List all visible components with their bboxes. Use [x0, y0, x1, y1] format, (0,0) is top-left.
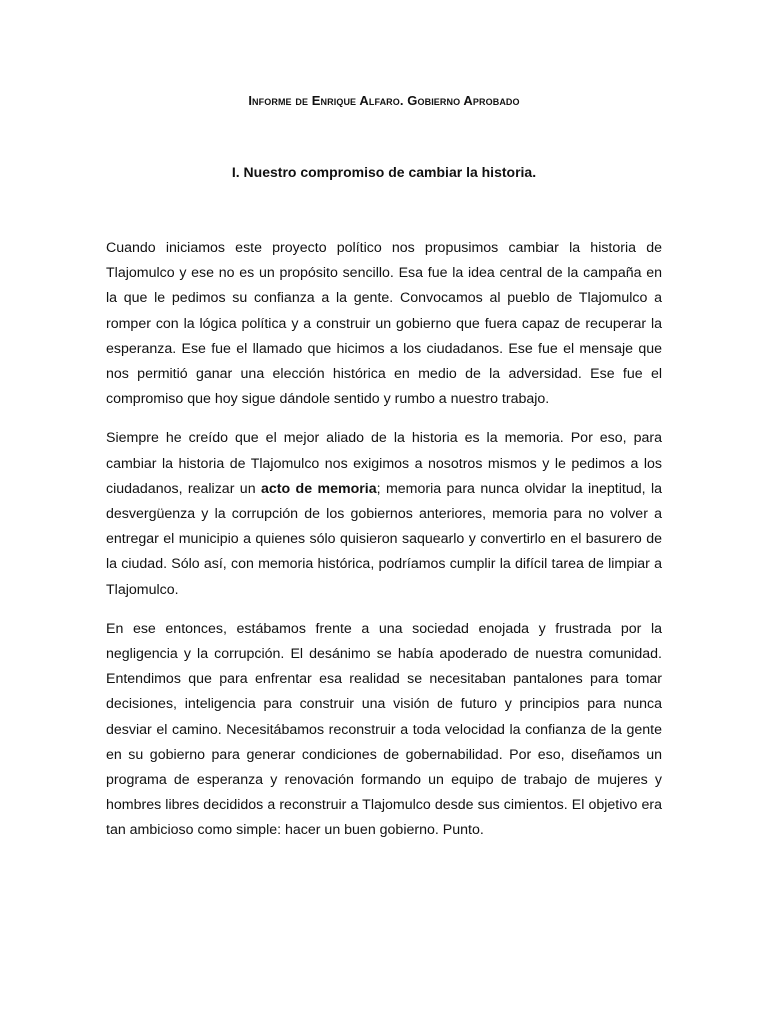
paragraph-1: Cuando iniciamos este proyecto político nos propusimos cambiar la historia de Tlajomulco y ese no es un propósito sencillo. Esa fue la idea central de la campaña en la que le pedimos su confianza a la gente. Convocamos al pueblo de Tlajomulco a romper con la lógica política y a construir un gobierno que fuera capaz de recuperar la esperanza. Ese fue el llamado que hicimos a los ciudadanos. Ese fue el mensaje que nos permitió ganar una elección histórica en medio de la adversidad. Ese fue el compromiso que hoy sigue dándole sentido y rumbo a nuestro trabajo.: [106, 240, 662, 408]
paragraph-2: [106, 426, 662, 602]
document-body: [106, 236, 662, 858]
paragraph-2-emphasis: acto de memoria: [260, 480, 377, 497]
paragraph-2-text-before: Siempre he creído que el mejor aliado de la historia es la memoria. Por eso, para cambiar la historia de Tlajomulco nos exigimos a nosotros mismos y le pedimos a los ciudadanos, realizar un: [106, 430, 662, 497]
section-heading: I. Nuestro compromiso de cambiar la historia.: [231, 164, 537, 180]
paragraph-2-text-after: ; memoria para nunca olvidar la ineptitud, la desvergüenza y la corrupción de los gobiernos anteriores, memoria para no volver a entregar el municipio a quienes sólo quisieron saquearlo y convertirlo en el basurero de la ciudad. Sólo así, con memoria histórica, podríamos cumplir la difícil tarea de limpiar a Tlajomulco.: [106, 480, 662, 598]
document-title: Informe de Enrique Alfaro. Gobierno Aprobado: [248, 93, 520, 108]
paragraph-3: En ese entonces, estábamos frente a una sociedad enojada y frustrada por la negligencia y la corrupción. El desánimo se había apoderado de nuestra comunidad. Entendimos que para enfrentar esa realidad se necesitaban pantalones para tomar decisiones, inteligencia para construir una visión de futuro y principios para nunca desviar el camino. Necesitábamos reconstruir a toda velocidad la confianza de la gente en su gobierno para generar condiciones de gobernabilidad. Por eso, diseñamos un programa de esperanza y renovación formando un equipo de trabajo de mujeres y hombres libres decididos a reconstruir a Tlajomulco desde sus cimientos. El objetivo era tan ambicioso como simple: hacer un buen gobierno. Punto.: [106, 620, 662, 839]
